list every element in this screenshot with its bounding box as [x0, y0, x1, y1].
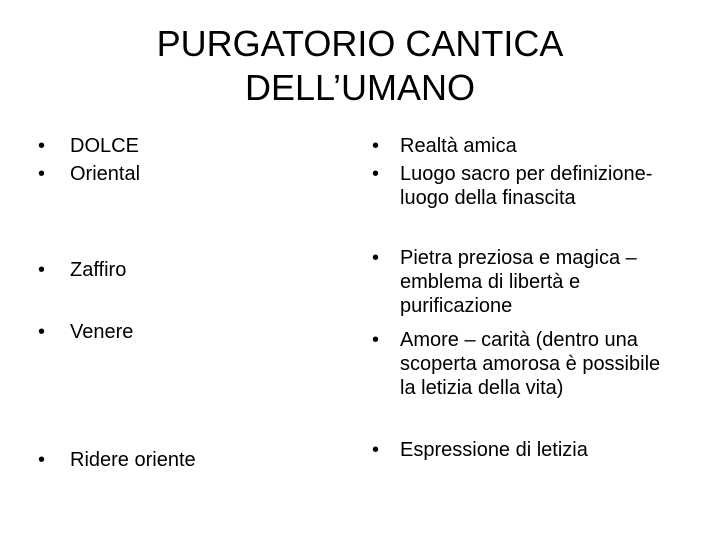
right-list-item-pietra: [372, 246, 672, 318]
list-item-text: Luogo sacro per definizione- luogo della finascita: [400, 163, 653, 209]
left-list-item-dolce: [38, 134, 139, 158]
bullet-icon: •: [372, 247, 380, 269]
slide-title-line-1: PURGATORIO CANTICA: [156, 23, 564, 64]
left-list-item-zaffiro: [38, 258, 126, 282]
list-item-text: Venere: [70, 321, 134, 343]
slide-title: [70, 22, 650, 110]
list-item-text: Oriental: [70, 163, 141, 185]
list-item-text: Ridere oriente: [70, 449, 196, 471]
list-item-text: Zaffiro: [70, 259, 127, 281]
slide-title-line-2: DELL’UMANO: [244, 67, 476, 108]
bullet-icon: •: [38, 321, 46, 343]
list-item-text: Espressione di letizia: [400, 439, 588, 461]
left-list-item-ridere-oriente: [38, 448, 196, 472]
list-item-text: DOLCE: [70, 135, 139, 157]
bullet-icon: •: [372, 439, 380, 461]
left-list-item-oriental: [38, 162, 140, 186]
bullet-icon: •: [38, 259, 46, 281]
list-item-text: Amore – carità (dentro una scoperta amorosa è possibile la letizia della vita): [400, 329, 661, 399]
bullet-icon: •: [38, 449, 46, 471]
bullet-icon: •: [38, 163, 46, 185]
bullet-icon: •: [372, 163, 380, 185]
right-list-item-realta: [372, 134, 672, 158]
right-list-item-luogo: [372, 162, 672, 210]
list-item-text: Pietra preziosa e magica – emblema di libertà e purificazione: [400, 247, 637, 317]
bullet-icon: •: [38, 135, 46, 157]
right-list-item-amore: [372, 328, 672, 400]
list-item-text: Realtà amica: [400, 135, 517, 157]
left-list-item-venere: [38, 320, 133, 344]
bullet-icon: •: [372, 135, 380, 157]
bullet-icon: •: [372, 329, 380, 351]
right-list-item-espressione: [372, 438, 672, 462]
